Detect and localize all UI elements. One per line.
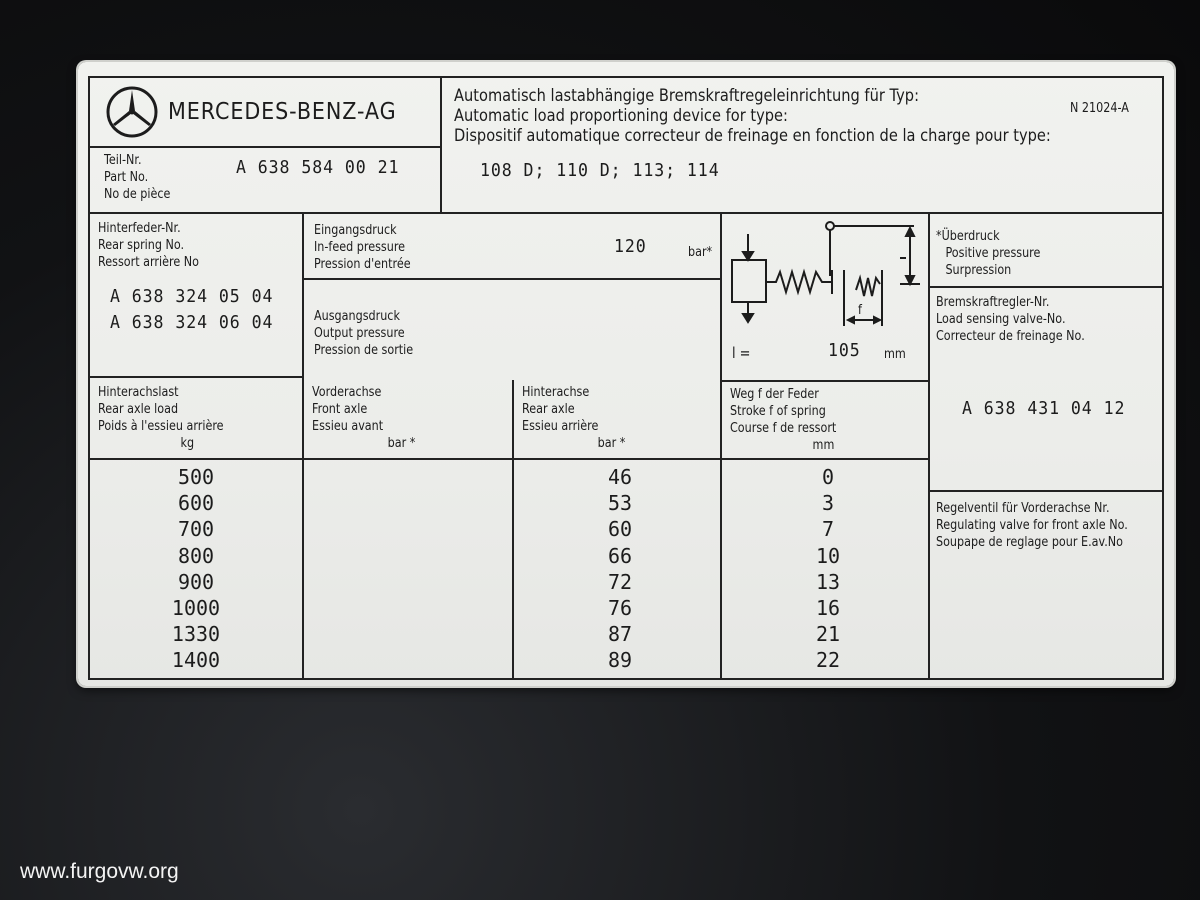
front-valve-label: Regelventil für Vorderachse Nr. Regulating valve for front axle No. Soupape de reglage pour E.av.No — [936, 501, 1128, 550]
divider — [928, 490, 1164, 492]
length-value: 105 — [828, 340, 861, 361]
table-cell-stroke: 22 — [815, 648, 841, 673]
col-header-rear-axle: Hinterachse Rear axle Essieu arrière bar * — [522, 385, 626, 451]
divider — [720, 212, 722, 678]
table-cell-rear: 66 — [607, 543, 633, 568]
divider — [302, 278, 722, 280]
divider — [302, 212, 304, 678]
infeed-pressure-value: 120 — [614, 236, 647, 257]
table-cell-stroke: 10 — [815, 543, 841, 568]
table-cell-load: 900 — [177, 569, 215, 594]
table-cell-load: 700 — [177, 517, 215, 542]
divider — [88, 212, 1164, 214]
watermark: www.furgovw.org — [20, 860, 179, 883]
table-cell-stroke: 7 — [821, 517, 835, 542]
output-pressure-label: Ausgangsdruck Output pressure Pression de sortie — [314, 309, 414, 358]
mercedes-star-logo — [104, 84, 160, 140]
infeed-pressure-unit: bar* — [688, 245, 713, 260]
divider — [512, 380, 514, 678]
divider — [88, 458, 930, 460]
table-cell-load: 800 — [177, 543, 215, 568]
table-cell-stroke: 0 — [821, 465, 835, 489]
valve-label: Bremskraftregler-Nr. Load sensing valve-No. Correcteur de freinage No. — [936, 295, 1085, 344]
table-cell-rear: 53 — [607, 491, 633, 516]
table-cell-load: 1330 — [171, 622, 221, 647]
table-cell-load: 1400 — [171, 648, 221, 673]
divider — [928, 286, 1164, 288]
length-label: l = — [732, 344, 751, 362]
divider — [88, 146, 442, 148]
length-unit: mm — [884, 347, 906, 362]
infeed-pressure-label: Eingangsdruck In-feed pressure Pression d'entrée — [314, 223, 411, 272]
part-number-label: Teil-Nr. Part No. No de pièce — [104, 153, 171, 202]
brand-name: MERCEDES-BENZ-AG — [168, 99, 397, 125]
part-number: A 638 584 00 21 — [236, 157, 400, 178]
table-cell-rear: 46 — [607, 465, 633, 489]
table-cell-rear: 76 — [607, 596, 633, 620]
table-cell-stroke: 21 — [815, 622, 841, 647]
table-cell-rear: 60 — [607, 517, 633, 542]
overpressure-note: *Überdruck Positive pressure Surpression — [936, 229, 1041, 278]
table-cell-stroke: 13 — [815, 569, 841, 594]
table-cell-stroke: 3 — [821, 491, 835, 516]
divider — [440, 76, 442, 214]
rear-spring-number-2: A 638 324 06 04 — [110, 312, 274, 333]
table-cell-load: 500 — [177, 465, 215, 489]
table-cell-load: 600 — [177, 491, 215, 516]
divider — [928, 212, 930, 678]
norm-number: N 21024-A — [1070, 101, 1129, 116]
vehicle-types: 108 D; 110 D; 113; 114 — [480, 160, 720, 181]
rear-spring-label: Hinterfeder-Nr. Rear spring No. Ressort arrière No — [98, 221, 199, 270]
table-cell-load: 1000 — [171, 596, 221, 620]
valve-number: A 638 431 04 12 — [962, 398, 1126, 419]
device-title: Automatisch lastabhängige Bremskraftregeleinrichtung für Typ: Automatic load proportioning device for type: Dispositif automatique correcteur de freinage en fonction de la charge pour type: — [454, 86, 1051, 146]
col-header-spring-stroke: Weg f der Feder Stroke f of spring Course f de ressort mm — [730, 387, 837, 453]
table-cell-rear: 72 — [607, 569, 633, 594]
divider — [88, 376, 304, 378]
col-header-front-axle: Vorderachse Front axle Essieu avant bar * — [312, 385, 416, 451]
table-cell-stroke: 16 — [815, 596, 841, 620]
divider — [720, 380, 930, 382]
table-cell-rear: 89 — [607, 648, 633, 673]
col-header-rear-axle-load: Hinterachslast Rear axle load Poids à l'essieu arrière kg — [98, 385, 224, 451]
stroke-f-label: f — [858, 303, 862, 318]
table-cell-rear: 87 — [607, 622, 633, 647]
rear-spring-number-1: A 638 324 05 04 — [110, 286, 274, 307]
